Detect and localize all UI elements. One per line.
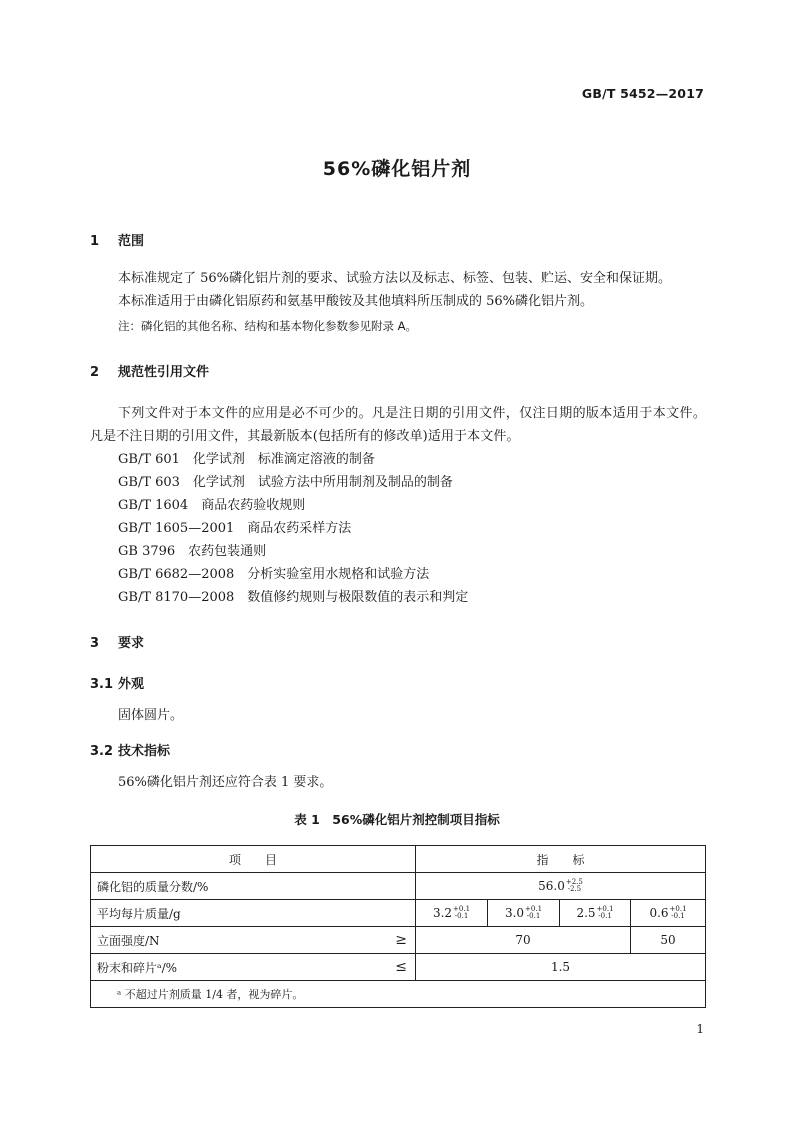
value-base: 0.6	[649, 905, 669, 920]
appearance-text: 固体圆片。	[118, 708, 184, 723]
section-title: 技术指标	[118, 744, 171, 759]
section-title: 要求	[118, 636, 145, 651]
section-title: 外观	[118, 677, 145, 692]
tolerance-upper: +0.1	[669, 905, 687, 914]
tolerance-lower: -0.1	[526, 912, 541, 921]
row-label: 粉末和碎片ᵃ/%	[97, 960, 178, 975]
row-value: 70	[416, 927, 631, 954]
section-number: 3.1	[90, 677, 114, 692]
row-value	[416, 900, 488, 927]
document-title: 56%磷化铝片剂	[322, 158, 472, 180]
section-2-heading	[90, 361, 209, 380]
scope-paragraph-1: 本标准规定了 56%磷化铝片剂的要求、试验方法以及标志、标签、包装、贮运、安全和保证期。	[118, 271, 672, 286]
tolerance	[525, 906, 542, 920]
scope-note: 注：磷化铝的其他名称、结构和基本物化参数参见附录 A。	[118, 319, 418, 333]
value-base: 3.2	[432, 905, 453, 920]
references-intro: 下列文件对于本文件的应用是必不可少的。凡是注日期的引用文件，仅注日期的版本适用于本文件。凡是不注日期的引用文件，其最新版本(包括所有的修改单)适用于本文件。	[90, 406, 706, 444]
tolerance	[566, 879, 583, 893]
row-label: 平均每片质量/g	[91, 900, 416, 927]
header-item: 项 目	[91, 846, 416, 873]
tolerance	[597, 906, 614, 920]
row-label: 磷化铝的质量分数/%	[91, 873, 416, 900]
tolerance	[670, 906, 687, 920]
header-value: 指 标	[416, 846, 706, 873]
spec-table	[90, 845, 706, 1008]
comparison-symbol: ≥	[395, 932, 407, 948]
reference-item: GB/T 6682—2008 分析实验室用水规格和试验方法	[118, 567, 430, 582]
row-value: 1.5	[416, 954, 706, 981]
tolerance-lower: -2.5	[567, 885, 582, 894]
section-number: 2	[90, 365, 100, 380]
section-3-heading	[90, 632, 144, 651]
tolerance-upper: +0.1	[596, 905, 614, 914]
page-number: 1	[696, 1022, 704, 1036]
section-title: 规范性引用文件	[118, 365, 210, 380]
value-base: 3.0	[504, 905, 525, 920]
tolerance-upper: +0.1	[525, 905, 543, 914]
row-label-cell	[91, 927, 416, 954]
row-value	[416, 873, 706, 900]
table-footnote: ᵃ 不超过片剂质量 1/4 者，视为碎片。	[91, 981, 706, 1008]
row-value: 50	[631, 927, 706, 954]
reference-item: GB 3796 农药包装通则	[118, 544, 267, 559]
section-1-heading	[90, 230, 144, 249]
tolerance-lower: -0.1	[454, 912, 469, 921]
value-base: 56.0	[538, 878, 565, 893]
reference-list	[118, 448, 468, 609]
section-3-2-heading	[90, 740, 170, 759]
section-number: 3	[90, 636, 100, 651]
row-value	[631, 900, 706, 927]
table-row	[91, 900, 706, 927]
row-value	[560, 900, 631, 927]
section-title: 范围	[118, 234, 145, 249]
technical-spec-text: 56%磷化铝片剂还应符合表 1 要求。	[118, 775, 333, 790]
tolerance-lower: -0.1	[598, 912, 612, 921]
table-row	[91, 927, 706, 954]
standard-number: GB/T 5452—2017	[581, 86, 704, 101]
section-number: 1	[90, 234, 100, 249]
value-base: 2.5	[576, 905, 596, 920]
table-caption: 表 1 56%磷化铝片剂控制项目指标	[294, 812, 500, 827]
scope-paragraph-2: 本标准适用于由磷化铝原药和氨基甲酸铵及其他填料所压制成的 56%磷化铝片剂。	[118, 294, 594, 309]
section-3-1-heading	[90, 673, 144, 692]
table-header-row	[91, 846, 706, 873]
tolerance	[453, 906, 470, 920]
reference-item: GB/T 1604 商品农药验收规则	[118, 498, 306, 513]
table-footnote-row	[91, 981, 706, 1008]
tolerance-upper: +2.5	[565, 878, 583, 887]
reference-item: GB/T 1605—2001 商品农药采样方法	[118, 521, 352, 536]
table-row	[91, 954, 706, 981]
tolerance-upper: +0.1	[453, 905, 471, 914]
tolerance-lower: -0.1	[671, 912, 685, 921]
row-value	[488, 900, 560, 927]
table-row	[91, 873, 706, 900]
comparison-symbol: ≤	[395, 959, 407, 975]
section-number: 3.2	[90, 744, 114, 759]
reference-item: GB/T 601 化学试剂 标准滴定溶液的制备	[118, 452, 375, 467]
row-label-cell	[91, 954, 416, 981]
row-label: 立面强度/N	[97, 933, 160, 948]
reference-item: GB/T 8170—2008 数值修约规则与极限数值的表示和判定	[118, 590, 469, 605]
reference-item: GB/T 603 化学试剂 试验方法中所用制剂及制品的制备	[118, 475, 453, 490]
